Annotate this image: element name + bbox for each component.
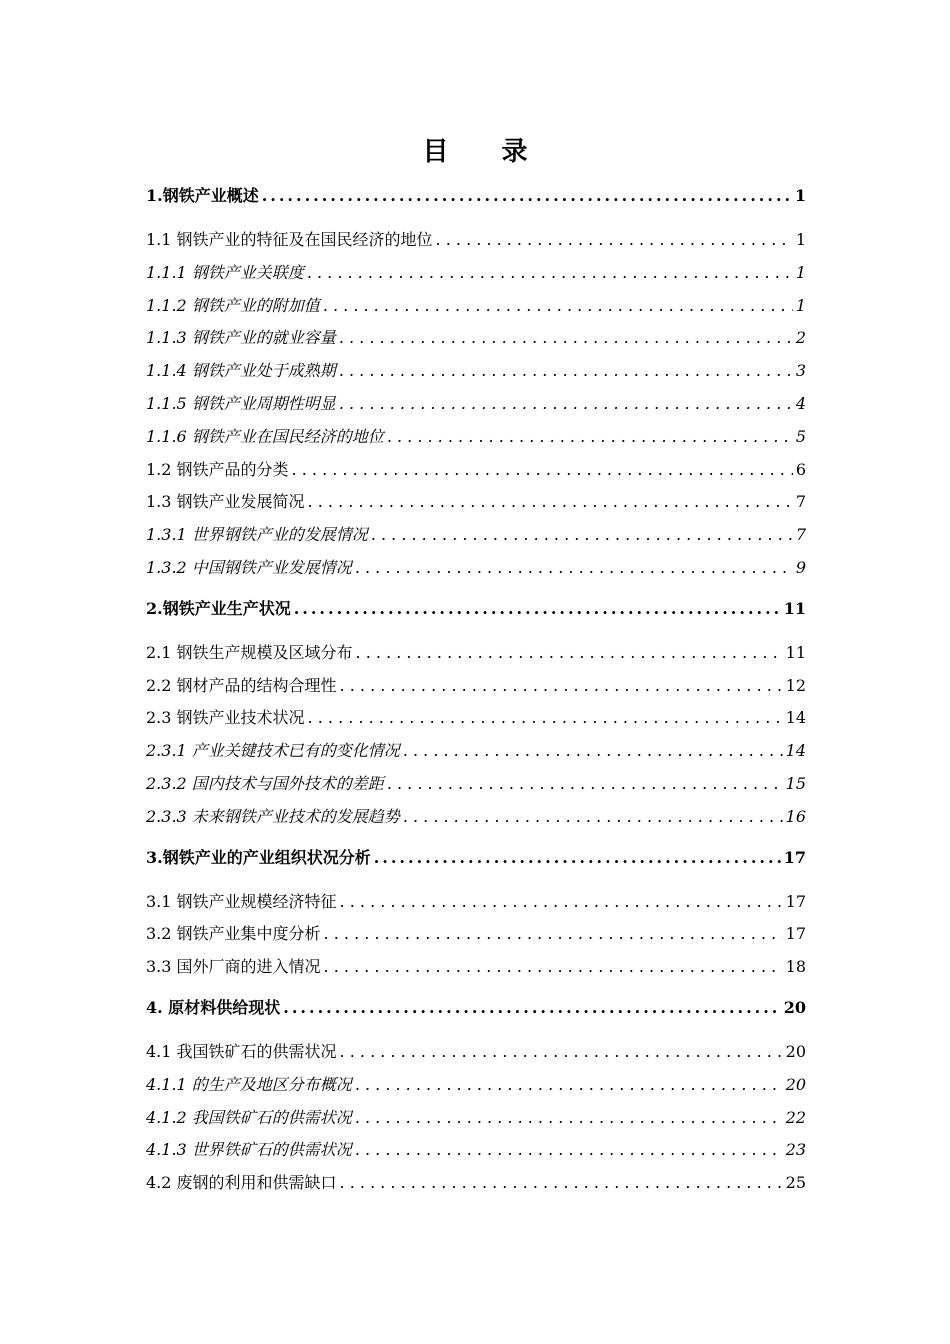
toc-entry-title: 4.1.3 世界铁矿石的供需状况 xyxy=(146,1140,352,1160)
toc-entry[interactable] xyxy=(146,702,806,735)
toc-entry[interactable] xyxy=(146,886,806,919)
toc-entry-page-number: 20 xyxy=(783,997,806,1017)
toc-entry-title: 2.2 钢材产品的结构合理性 xyxy=(146,675,337,695)
toc-entry[interactable] xyxy=(146,801,806,834)
toc-entry[interactable] xyxy=(146,519,806,552)
toc-entry-title: 2.1 钢铁生产规模及区域分布 xyxy=(146,642,353,662)
toc-entry[interactable] xyxy=(146,486,806,519)
toc-entry[interactable] xyxy=(146,842,806,886)
toc-dot-leader xyxy=(355,1069,783,1102)
toc-entry-page-number: 17 xyxy=(785,924,806,944)
toc-entry-page-number: 6 xyxy=(795,459,806,479)
toc-dot-leader xyxy=(403,735,783,768)
toc-entry-title: 1.3 钢铁产业发展简况 xyxy=(146,492,305,512)
toc-entry[interactable] xyxy=(146,637,806,670)
toc-entry-title: 4.1.2 我国铁矿石的供需状况 xyxy=(146,1107,352,1127)
toc-entry-page-number: 11 xyxy=(785,642,806,662)
toc-entry-page-number: 9 xyxy=(795,557,806,577)
toc-entry-title: 3.3 国外厂商的进入情况 xyxy=(146,957,321,977)
toc-entry[interactable] xyxy=(146,918,806,951)
toc-entry-title: 2.3.1 产业关键技术已有的变化情况 xyxy=(146,741,400,761)
toc-entry-page-number: 7 xyxy=(795,525,806,545)
toc-entry-title: 4.1 我国铁矿石的供需状况 xyxy=(146,1041,337,1061)
toc-entry-title: 1.1 钢铁产业的特征及在国民经济的地位 xyxy=(146,230,433,249)
toc-entry-page-number: 3 xyxy=(795,361,806,381)
toc-dot-leader xyxy=(355,552,793,585)
toc-entry[interactable] xyxy=(146,552,806,585)
toc-entry[interactable] xyxy=(146,322,806,355)
toc-entry-title: 1.1.3 钢铁产业的就业容量 xyxy=(146,328,336,348)
toc-entry[interactable] xyxy=(146,768,806,801)
toc-entry[interactable] xyxy=(146,257,806,290)
toc-dot-leader xyxy=(355,1102,783,1135)
toc-entry-title: 4. 原材料供给现状 xyxy=(146,997,281,1017)
toc-dot-leader xyxy=(323,290,793,323)
toc-dot-leader xyxy=(339,355,793,388)
toc-entry-title: 2.3.3 未来钢铁产业技术的发展趋势 xyxy=(146,806,400,826)
toc-title: 目 录 xyxy=(422,137,550,167)
toc-entry[interactable] xyxy=(146,1069,806,1102)
toc-dot-leader xyxy=(324,918,783,951)
toc-entry[interactable] xyxy=(146,421,806,454)
toc-entry-page-number: 25 xyxy=(785,1173,806,1193)
toc-entry-page-number: 23 xyxy=(785,1140,806,1160)
toc-dot-leader xyxy=(340,1036,783,1069)
toc-entry-page-number: 14 xyxy=(785,741,806,761)
toc-entry[interactable] xyxy=(146,1036,806,1069)
toc-dot-leader xyxy=(283,992,780,1024)
toc-dot-leader xyxy=(387,768,783,801)
toc-entry-title: 4.2 废钢的利用和供需缺口 xyxy=(146,1173,337,1193)
toc-entry-title: 2.钢铁产业生产状况 xyxy=(146,598,291,618)
toc-entry[interactable] xyxy=(146,1134,806,1167)
toc-entry[interactable] xyxy=(146,1102,806,1135)
toc-dot-leader xyxy=(294,593,781,625)
toc-entry-page-number: 2 xyxy=(795,328,806,348)
toc-entry-page-number: 1 xyxy=(794,186,806,205)
toc-entry[interactable] xyxy=(146,180,806,224)
toc-entry-page-number: 4 xyxy=(795,393,806,413)
toc-entry-title: 1.1.6 钢铁产业在国民经济的地位 xyxy=(146,426,384,446)
toc-entry-page-number: 12 xyxy=(785,675,806,695)
toc-entry-page-number: 5 xyxy=(795,426,806,446)
toc-entry-page-number: 22 xyxy=(785,1107,806,1127)
toc-dot-leader xyxy=(436,224,793,257)
toc-entry[interactable] xyxy=(146,951,806,984)
toc-entry-page-number: 20 xyxy=(785,1041,806,1061)
toc-entry[interactable] xyxy=(146,670,806,703)
toc-dot-leader xyxy=(308,486,793,519)
toc-dot-leader xyxy=(374,842,781,874)
toc-entry[interactable] xyxy=(146,1167,806,1200)
toc-entry[interactable] xyxy=(146,224,806,257)
toc-dot-leader xyxy=(355,1134,783,1167)
toc-dot-leader xyxy=(340,1167,783,1200)
toc-entry-page-number: 7 xyxy=(795,492,806,512)
toc-entry-page-number: 15 xyxy=(785,773,806,793)
toc-dot-leader xyxy=(340,670,783,703)
toc-entry-title: 1.3.2 中国钢铁产业发展情况 xyxy=(146,557,352,577)
toc-entry-page-number: 18 xyxy=(785,957,806,977)
toc-entry-title: 1.1.5 钢铁产业周期性明显 xyxy=(146,393,336,413)
toc-entry-page-number: 17 xyxy=(785,891,806,911)
toc-entry-page-number: 20 xyxy=(785,1074,806,1094)
toc-entry-title: 3.钢铁产业的产业组织状况分析 xyxy=(146,847,371,867)
toc-dot-leader xyxy=(308,702,783,735)
toc-entry-title: 3.2 钢铁产业集中度分析 xyxy=(146,924,321,944)
toc-entry-title: 1.3.1 世界钢铁产业的发展情况 xyxy=(146,525,368,545)
toc-dot-leader xyxy=(387,421,793,454)
toc-entry[interactable] xyxy=(146,992,806,1036)
toc-entry-page-number: 14 xyxy=(785,708,806,728)
toc-dot-leader xyxy=(339,322,793,355)
toc-entry-title: 2.3 钢铁产业技术状况 xyxy=(146,708,305,728)
toc-entry-title: 2.3.2 国内技术与国外技术的差距 xyxy=(146,773,384,793)
toc-dot-leader xyxy=(340,886,783,919)
toc-entry-title: 1.钢铁产业概述 xyxy=(146,186,259,205)
toc-entry[interactable] xyxy=(146,593,806,637)
toc-entry-title: 1.1.4 钢铁产业处于成熟期 xyxy=(146,361,336,381)
toc-entry[interactable] xyxy=(146,388,806,421)
toc-entry[interactable] xyxy=(146,735,806,768)
toc-dot-leader xyxy=(339,388,793,421)
toc-entry-title: 3.1 钢铁产业规模经济特征 xyxy=(146,891,337,911)
toc-dot-leader xyxy=(324,951,783,984)
toc-dot-leader xyxy=(371,519,793,552)
toc-entry-title: 1.1.2 钢铁产业的附加值 xyxy=(146,295,320,315)
toc-dot-leader xyxy=(356,637,783,670)
table-of-contents xyxy=(146,180,806,1200)
toc-entry-page-number: 1 xyxy=(795,230,806,249)
toc-dot-leader xyxy=(307,257,793,290)
toc-dot-leader xyxy=(262,180,792,212)
toc-entry-page-number: 1 xyxy=(795,262,806,282)
toc-entry-page-number: 1 xyxy=(795,295,806,315)
toc-entry-page-number: 17 xyxy=(783,847,806,867)
toc-entry-title: 4.1.1 的生产及地区分布概况 xyxy=(146,1074,352,1094)
toc-entry-title: 1.1.1 钢铁产业关联度 xyxy=(146,262,304,282)
toc-entry-page-number: 16 xyxy=(785,806,806,826)
toc-dot-leader xyxy=(292,454,793,487)
toc-dot-leader xyxy=(403,801,783,834)
toc-entry[interactable] xyxy=(146,454,806,487)
toc-entry[interactable] xyxy=(146,290,806,323)
toc-entry-page-number: 11 xyxy=(783,598,806,618)
toc-entry[interactable] xyxy=(146,355,806,388)
toc-entry-title: 1.2 钢铁产品的分类 xyxy=(146,459,289,479)
